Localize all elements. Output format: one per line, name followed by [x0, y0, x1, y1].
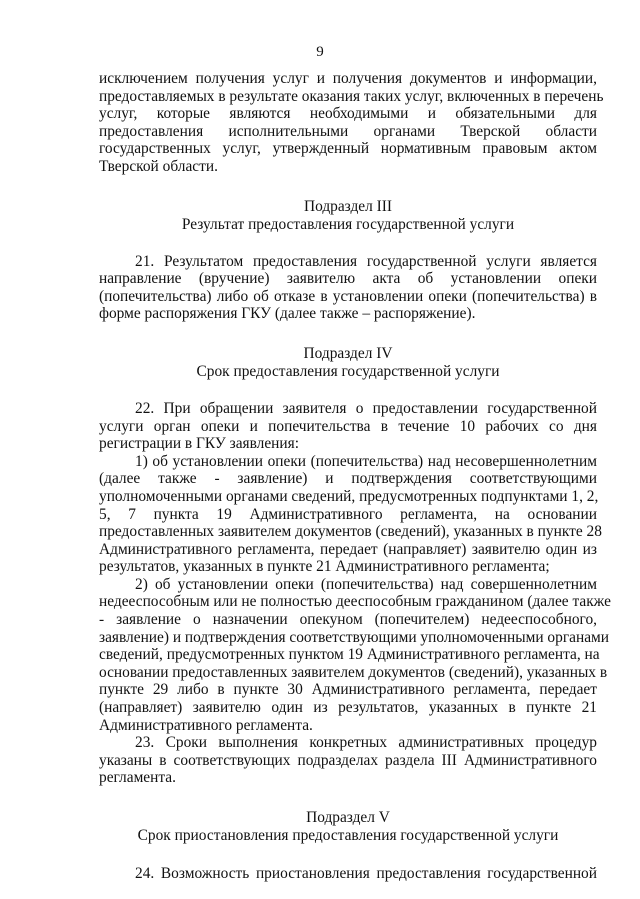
paragraph-22 [99, 400, 597, 453]
text-line: (попечительства) либо об отказе в установлении опеки (попечительства) в [99, 287, 597, 305]
text-line: сведений, предусмотренных пунктом 19 Административного регламента, на [99, 646, 600, 664]
document-body [99, 70, 611, 883]
text-line: (далее также - заявление) и подтверждения соответствующими [99, 470, 597, 488]
text-line: исключением получения услуг и получения документов и информации, [99, 70, 597, 87]
text-line: основании предоставленных заявителем документов (сведений), указанных в [99, 663, 608, 681]
text-line: предоставленных заявителем документов (сведений), указанных в пункте 28 [99, 523, 602, 541]
text-line: предоставляемых в результате оказания таких услуг, включенных в перечень [99, 87, 604, 105]
text-line: заявление) и подтверждения соответствующими уполномоченными органами [99, 628, 610, 646]
text-line: 23. Сроки выполнения конкретных административных процедур [135, 734, 597, 752]
text-line: уполномоченными органами сведений, предусмотренных подпунктами 1, 2, [99, 487, 599, 505]
text-line: Тверской области. [99, 157, 218, 175]
text-line: Административного регламента, передает (направляет) заявителю один из [99, 540, 597, 558]
text-line: результатов, указанных в пункте 21 Административного регламента; [99, 558, 550, 576]
text-line: 1) об установлении опеки (попечительства) над несовершеннолетним [135, 452, 597, 470]
intro-paragraph [99, 70, 604, 176]
text-line: форме распоряжения ГКУ (далее также – распоряжение). [99, 305, 476, 323]
text-line: 21. Результатом предоставления государственной услуги является [135, 252, 597, 270]
text-line: недееспособным или не полностью дееспособным гражданином (далее также [99, 593, 611, 611]
text-line: регламента. [99, 769, 176, 787]
text-line: 5, 7 пункта 19 Административного регламента, на основании [99, 505, 597, 523]
text-line: указаны в соответствующих подразделах раздела III Административного [99, 751, 597, 769]
subsection-4-title: Подраздел IV [303, 344, 393, 362]
text-line: предоставления исполнительными органами Тверской области [99, 122, 597, 140]
subsection-3-subtitle: Результат предоставления государственной услуги [181, 215, 515, 233]
text-line: услуги орган опеки и попечительства в течение 10 рабочих со дня [99, 417, 597, 435]
paragraph-23 [99, 734, 597, 787]
paragraph-22-item-1 [99, 452, 602, 576]
text-line: пункте 29 либо в пункте 30 Административного регламента, передает [99, 681, 597, 699]
subsection-5-subtitle: Срок приостановления предоставления государственной услуги [137, 827, 559, 844]
text-line: 22. При обращении заявителя о предоставлении государственной [135, 399, 597, 417]
text-line: 2) об установлении опеки (попечительства) над совершеннолетним [135, 575, 597, 593]
paragraph-24 [99, 865, 597, 883]
text-line: - заявление о назначении опекуном (попечителем) недееспособного, [99, 611, 597, 629]
paragraph-21 [99, 253, 597, 323]
text-line: услуг, которые являются необходимыми и обязательными для [99, 105, 597, 123]
text-line: 24. Возможность приостановления предоставления государственной [135, 865, 597, 882]
paragraph-22-item-2 [99, 575, 611, 734]
text-line: государственных услуг, утвержденный нормативным правовым актом [99, 140, 597, 158]
subsection-5-title: Подраздел V [306, 809, 390, 826]
page-number: 9 [316, 44, 324, 60]
subsection-4-subtitle: Срок предоставления государственной услуги [196, 362, 500, 380]
text-line: направление (вручение) заявителю акта об установлении опеки [99, 270, 597, 288]
text-line: регистрации в ГКУ заявления: [99, 435, 300, 453]
text-line: Административного регламента. [99, 716, 313, 734]
subsection-3-title: Подраздел III [303, 197, 393, 215]
text-line: (направляет) заявителю один из результатов, указанных в пункте 21 [99, 699, 597, 717]
